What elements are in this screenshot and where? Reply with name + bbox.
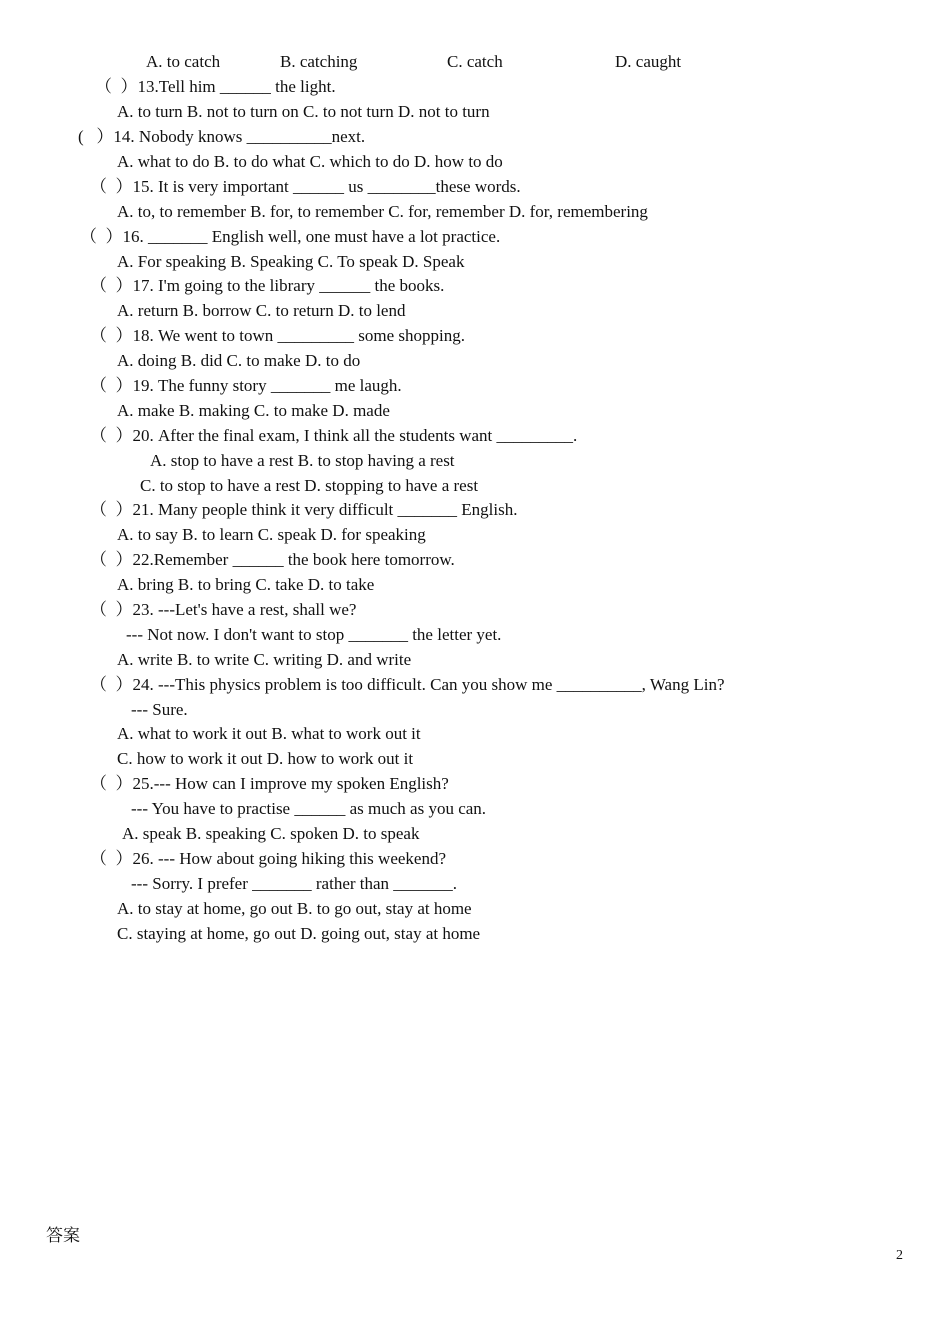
question-line: A. return B. borrow C. to return D. to lend: [117, 301, 406, 320]
question-line: （ ）22.Remember ______ the book here tomorrow.: [90, 550, 455, 569]
question-line: A. For speaking B. Speaking C. To speak D. Speak: [117, 252, 465, 271]
question-line: C. staying at home, go out D. going out, stay at home: [117, 924, 481, 943]
question-line: A. make B. making C. to make D. made: [117, 401, 390, 420]
question-line: （ ）23. ---Let's have a rest, shall we?: [90, 600, 357, 619]
question-line: ( ）14. Nobody knows __________next.: [78, 127, 366, 146]
question-line: （ ）24. ---This physics problem is too difficult. Can you show me __________, Wang Lin?: [90, 675, 725, 694]
question-line: --- Sure.: [131, 700, 188, 719]
question-line: A. stop to have a rest B. to stop having a rest: [150, 451, 455, 470]
question-line: （ ）20. After the final exam, I think all the students want _________.: [90, 426, 578, 445]
question-line: A. speak B. speaking C. spoken D. to speak: [122, 824, 420, 843]
option-a: A. to catch: [146, 52, 221, 71]
question-line: A. what to do B. to do what C. which to do D. how to do: [117, 152, 503, 171]
question-line: --- You have to practise ______ as much as you can.: [131, 799, 487, 818]
question-line: --- Not now. I don't want to stop _______ the letter yet.: [126, 625, 502, 644]
question-line: （ ）13.Tell him ______ the light.: [95, 77, 336, 96]
question-line: C. to stop to have a rest D. stopping to have a rest: [140, 476, 479, 495]
option-b: B. catching: [280, 52, 358, 71]
question-line: （ ）18. We went to town _________ some shopping.: [90, 326, 465, 345]
question-line: （ ）16. _______ English well, one must have a lot practice.: [80, 227, 501, 246]
question-line: A. to say B. to learn C. speak D. for speaking: [117, 525, 426, 544]
page-number: 2: [896, 1248, 903, 1263]
question-line: A. doing B. did C. to make D. to do: [117, 351, 361, 370]
question-line: A. write B. to write C. writing D. and write: [117, 650, 412, 669]
option-c: C. catch: [447, 52, 503, 71]
question-line: A. to, to remember B. for, to remember C. for, remember D. for, remembering: [117, 202, 648, 221]
answers-heading: 答案: [46, 1226, 80, 1246]
question-line: A. what to work it out B. what to work out it: [117, 724, 421, 743]
question-line: A. to stay at home, go out B. to go out, stay at home: [117, 899, 472, 918]
question-line: （ ）17. I'm going to the library ______ the books.: [90, 276, 445, 295]
question-line: （ ）21. Many people think it very difficult _______ English.: [90, 500, 518, 519]
question-line: A. bring B. to bring C. take D. to take: [117, 575, 375, 594]
question-line: --- Sorry. I prefer _______ rather than _______.: [131, 874, 458, 893]
question-line: （ ）26. --- How about going hiking this weekend?: [90, 849, 446, 868]
question-line: C. how to work it out D. how to work out it: [117, 749, 414, 768]
question-line: （ ）25.--- How can I improve my spoken English?: [90, 774, 449, 793]
question-line: （ ）15. It is very important ______ us ________these words.: [90, 177, 521, 196]
question-line: （ ）19. The funny story _______ me laugh.: [90, 376, 402, 395]
question-line: A. to turn B. not to turn on C. to not turn D. not to turn: [117, 102, 490, 121]
option-d: D. caught: [615, 52, 682, 71]
